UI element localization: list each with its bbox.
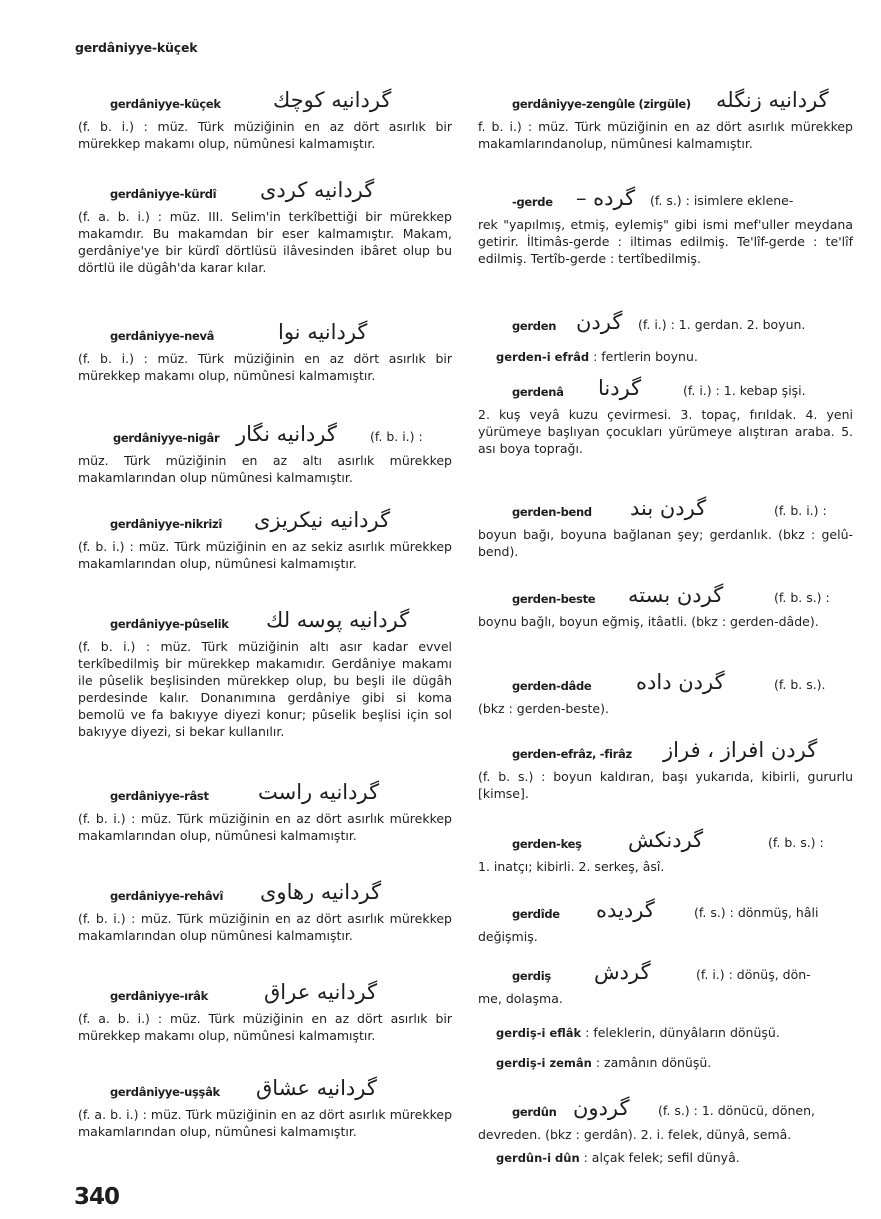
definition: müz. Türk müziğinin en az altı asırlık mürekkep makamlarından olup nümûnesi kalmamıştır. <box>78 453 452 485</box>
grammar-note: (f. s.) : 1. dönücü, dönen, <box>658 1103 815 1118</box>
entry <box>478 496 853 560</box>
definition: (f. b. i.) : müz. Türk müziğinin en az dört asırlık mürekkep makamlarından olup, nümûnesi kalmamıştır. <box>78 811 452 843</box>
arabic-headword: گردن بسته <box>628 583 724 607</box>
headword: gerden-dâde <box>512 679 592 693</box>
subentry-word: gerdiş-i eflâk <box>496 1026 582 1040</box>
entry <box>478 738 853 802</box>
arabic-headword: گردانیه رهاوی <box>260 880 382 904</box>
running-header: gerdâniyye-küçek <box>75 40 198 55</box>
subentry-def: : alçak felek; sefil dünyâ. <box>583 1150 740 1165</box>
headword: gerdâniyye-nevâ <box>110 329 215 343</box>
grammar-note: (f. i.) : 1. gerdan. 2. boyun. <box>638 317 806 332</box>
grammar-note: (f. b. s.). <box>774 677 826 692</box>
arabic-headword: گردن افراز ، فراز <box>663 738 818 762</box>
entry <box>78 780 452 844</box>
definition: (f. b. i.) : müz. Türk müziğinin en az dört asırlık bir mürekkep makamı olup, nümûnesi kalmamıştır. <box>78 351 452 383</box>
definition: (f. a. b. i.) : müz. Türk müziğinin en az dört asırlık bir mürekkep makamı olup, nümûnesi kalmamıştır. <box>78 1011 452 1043</box>
arabic-headword: گردون <box>573 1096 630 1120</box>
headword: gerdenâ <box>512 385 564 399</box>
definition: 2. kuş veyâ kuzu çevirmesi. 3. topaç, fırıldak. 4. yeni yürümeye başlıyan çocukları yürümeye alıştıran araba. 5. ası boya toprağı. <box>478 407 853 456</box>
headword: -gerde <box>512 195 553 209</box>
definition: (f. b. s.) : boyun kaldıran, başı yukarıda, kibirli, gururlu [kimse]. <box>478 769 853 801</box>
grammar-note: (f. b. s.) : <box>774 590 830 605</box>
arabic-headword: گردانیه نگار <box>236 422 337 446</box>
entry <box>478 376 853 457</box>
grammar-note: (f. b. i.) : <box>774 503 827 518</box>
definition: devreden. (bkz : gerdân). 2. i. felek, dünyâ, semâ. <box>478 1127 792 1142</box>
subentry-def: : fertlerin boynu. <box>593 349 698 364</box>
entry <box>478 186 853 267</box>
headword: gerdâniyye-kürdî <box>110 187 217 201</box>
grammar-note: (f. i.) : dönüş, dön- <box>696 967 811 982</box>
arabic-headword: گردن <box>576 310 623 334</box>
grammar-note: (f. b. i.) : <box>370 429 423 444</box>
headword: gerdâniyye-ırâk <box>110 989 208 1003</box>
grammar-note: (f. i.) : 1. kebap şişi. <box>683 383 806 398</box>
headword: gerdâniyye-uşşâk <box>110 1085 220 1099</box>
arabic-headword: گردانیه پوسه لك <box>266 608 410 632</box>
definition: (f. b. i.) : müz. Türk müziğinin en az dört asırlık mürekkep makamlarından olup nümûnesi kalmamıştır. <box>78 911 452 943</box>
definition: (f. a. b. i.) : müz. Türk müziğinin en az dört asırlık mürekkep makamlarından olup, nümûnesi kalmamıştır. <box>78 1107 452 1139</box>
definition: boynu bağlı, boyun eğmiş, itâatli. (bkz : gerden-dâde). <box>478 614 819 629</box>
entry <box>478 898 853 945</box>
definition: boyun bağı, boyuna bağlanan şey; gerdanlık. (bkz : gelû-bend). <box>478 527 853 559</box>
arabic-headword: گردانیه کوچك <box>273 88 392 112</box>
arabic-headword: گردانیه نیکریزی <box>254 508 391 532</box>
grammar-note: (f. s.) : isimlere eklene- <box>650 193 794 208</box>
entry <box>478 670 853 717</box>
subentry <box>496 1024 780 1042</box>
entry <box>78 508 452 572</box>
subentry-word: gerdûn-i dûn <box>496 1151 580 1165</box>
entry <box>478 960 853 1007</box>
arabic-headword: گردش <box>594 960 651 984</box>
entry <box>78 320 452 384</box>
arabic-headword: گردانیه راست <box>258 780 380 804</box>
headword: gerdâniyye-zengûle (zirgüle) <box>512 97 691 111</box>
subentry <box>496 1054 711 1072</box>
subentry-def: : zamânın dönüşü. <box>595 1055 712 1070</box>
definition: (f. b. i.) : müz. Türk müziğinin altı asır kadar evvel terkîbedilmiş bir mürekkep makamıdır. Gerdâniye makamı ile pûselik beşlisinden mürekkep olup, bu beşli ile dügâh perdesinde kalır. Donanımına gerdâniye gibi si koma bemolü ve fa bakıyye diyezi konur; pûselik beşlisi için sol bakıyye diyezi, si bekar kullanılır. <box>78 639 452 739</box>
arabic-headword: گرده – <box>576 186 636 210</box>
definition: (f. a. b. i.) : müz. III. Selim'in terkîbettiği bir mürekkep makamdır. Bu makamdan bir eser kalmamıştır. Makam, gerdâniye'ye bir kürdî dörtlüsü ilâvesinden ibâret olup bu dörtlü ile dügâh'da karar kılar. <box>78 209 452 275</box>
subentry-word: gerdiş-i zemân <box>496 1056 592 1070</box>
subentry <box>496 348 698 366</box>
headword: gerdiş <box>512 969 551 983</box>
arabic-headword: گردنا <box>598 376 642 400</box>
headword: gerden-efrâz, -firâz <box>512 747 632 761</box>
entry <box>78 980 452 1044</box>
arabic-headword: گردانیه کردی <box>260 178 375 202</box>
headword: gerdâniyye-rehâvî <box>110 889 224 903</box>
headword: gerdâniyye-küçek <box>110 97 221 111</box>
headword: gerdâniyye-nikrizî <box>110 517 223 531</box>
definition: (f. b. i.) : müz. Türk müziğinin en az dört asırlık bir mürekkep makamı olup, nümûnesi kalmamıştır. <box>78 119 452 151</box>
subentry-word: gerden-i efrâd <box>496 350 590 364</box>
arabic-headword: گردنكش <box>628 828 704 852</box>
entry <box>78 1076 452 1140</box>
arabic-headword: گردن داده <box>636 670 725 694</box>
arabic-headword: گردانیه عشاق <box>256 1076 377 1100</box>
entry <box>78 608 452 740</box>
entry <box>478 828 853 875</box>
headword: gerdâniyye-râst <box>110 789 209 803</box>
subentry-def: : feleklerin, dünyâların dönüşü. <box>585 1025 780 1040</box>
subentry <box>496 1149 740 1167</box>
headword: gerden <box>512 319 557 333</box>
arabic-headword: گردن بند <box>630 496 707 520</box>
definition: 1. inatçı; kibirli. 2. serkeş, âsî. <box>478 859 665 874</box>
entry <box>478 583 853 630</box>
entry <box>478 1096 853 1143</box>
arabic-headword: گردیده <box>596 898 655 922</box>
entry <box>78 422 452 486</box>
entry <box>478 88 853 152</box>
definition: f. b. i.) : müz. Türk müziğinin en az dört asırlık mürekkep makamlarındanolup, nümûnesi kalmamıştır. <box>478 119 853 151</box>
definition: rek "yapılmış, etmiş, eylemiş" gibi ismi mef'uller meydana getirir. İltimâs-gerde : iltimas edilmiş. Te'lîf-gerde : te'lîf edilmiş. Tertîb-gerde : tertîbedilmiş. <box>478 217 853 266</box>
entry <box>78 178 452 276</box>
entry <box>78 880 452 944</box>
headword: gerden-beste <box>512 592 596 606</box>
arabic-headword: گردانیه عراق <box>264 980 378 1004</box>
grammar-note: (f. b. s.) : <box>768 835 824 850</box>
headword: gerdîde <box>512 907 560 921</box>
headword: gerden-keş <box>512 837 582 851</box>
definition: (bkz : gerden-beste). <box>478 701 609 716</box>
definition: (f. b. i.) : müz. Türk müziğinin en az sekiz asırlık mürekkep makamlarından olup, nümûnesi kalmamıştır. <box>78 539 452 571</box>
headword: gerdâniyye-nigâr <box>113 431 220 445</box>
headword: gerden-bend <box>512 505 592 519</box>
arabic-headword: گردانیه زنگله <box>716 88 829 112</box>
definition: me, dolaşma. <box>478 991 563 1006</box>
entry <box>478 310 853 340</box>
entry <box>78 88 452 152</box>
grammar-note: (f. s.) : dönmüş, hâli <box>694 905 819 920</box>
page-number: 340 <box>74 1184 120 1210</box>
headword: gerdûn <box>512 1105 557 1119</box>
headword: gerdâniyye-pûselik <box>110 617 229 631</box>
definition: değişmiş. <box>478 929 538 944</box>
arabic-headword: گردانیه نوا <box>278 320 368 344</box>
